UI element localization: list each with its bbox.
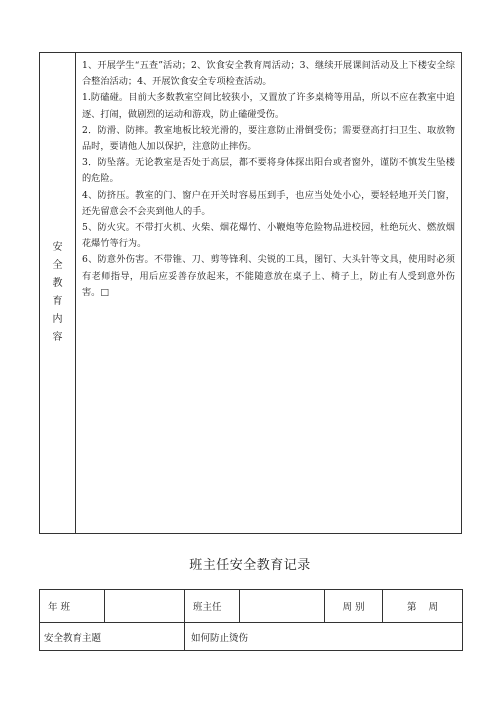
theme-value: 如何防止烫伤 (185, 623, 463, 651)
activity-list-paragraph: 1、开展学生“五查”活动；2、饮食安全教育周活动；3、继续开展课间活动及上下楼安全综合整治活动；4、开展饮食安全专项检查活动。 (82, 60, 455, 88)
safety-item-paragraph: 4、防挤压。教室的门、窗户在开关时容易压到手，也应当处处小心，要轻轻地开关门窗，还先留意会不会夹到他人的手。 (82, 189, 455, 217)
week-label: 周 别 (325, 590, 383, 623)
teacher-label: 班主任 (185, 590, 240, 623)
teacher-value (240, 590, 325, 623)
record-table (39, 589, 463, 651)
label-char: 教 (52, 278, 63, 289)
grade-class-label: 年 班 (40, 590, 105, 623)
safety-item-paragraph: 3．防坠落。无论教室是否处于高层，都不要将身体探出阳台或者窗外，谨防不慎发生坠楼的危险。 (82, 157, 455, 185)
record-header-row (40, 590, 463, 623)
label-char: 全 (52, 260, 63, 271)
side-label-cell (40, 53, 76, 533)
label-char: 内 (52, 314, 63, 325)
record-title: 班主任安全教育记录 (189, 558, 311, 573)
week-value: 第 周 (383, 590, 463, 623)
record-theme-row (40, 623, 463, 651)
label-char: 安 (52, 242, 63, 253)
grade-class-value (105, 590, 185, 623)
safety-item-paragraph: 1.防磕碰。目前大多数教室空间比较狭小，又置放了许多桌椅等用品，所以不应在教室中追逐、打闹，做剧烈的运动和游戏，防止磕碰受伤。 (82, 92, 455, 120)
safety-content-table (39, 52, 462, 534)
safety-item-paragraph: 5、防火灾。不带打火机、火柴、烟花爆竹、小鞭炮等危险物品进校园，杜绝玩火、燃放烟花爆竹等行为。 (82, 222, 455, 250)
safety-item-paragraph: 2．防滑、防摔。教室地板比较光滑的，要注意防止滑倒受伤；需要登高打扫卫生、取放物品时，要请他人加以保护，注意防止摔伤。 (82, 124, 455, 153)
label-char: 育 (52, 296, 63, 307)
label-char: 容 (52, 332, 63, 343)
safety-item-paragraph: 6、防意外伤害。不带锥、刀、剪等锋利、尖锐的工具，图钉、大头针等文具，使用时必须有老师指导，用后应妥善存放起来，不能随意放在桌子上、椅子上，防止有人受到意外伤害。□ (82, 254, 455, 298)
theme-label: 安全教育主题 (40, 623, 185, 651)
safety-content-text (82, 58, 455, 301)
safety-content-label (53, 239, 63, 347)
